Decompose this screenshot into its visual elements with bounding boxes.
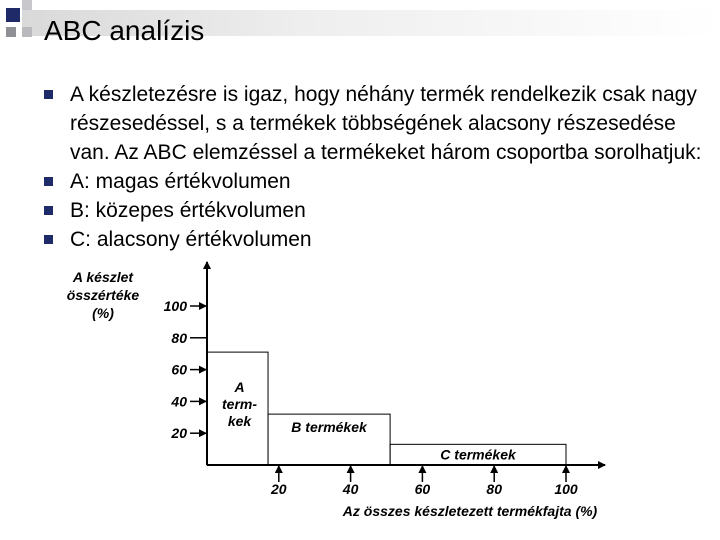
y-tick-label: 100 xyxy=(163,298,187,314)
bar-label: B termékek xyxy=(291,419,367,436)
bullet-text: A készletezésre is igaz, hogy néhány termék rendelkezik csak nagy részesedéssel, s a termékek többségének alacsony részesedése van. Az ABC elemzéssel a termékeket három csoportba sorolhatjuk: xyxy=(70,83,702,164)
bar-label: A xyxy=(234,379,245,395)
x-tick-label: 60 xyxy=(414,481,431,497)
y-tick-label: 80 xyxy=(171,329,187,346)
x-tick-label: 40 xyxy=(342,481,359,497)
bullet-text: A: magas értékvolumen xyxy=(70,170,291,193)
x-tick-label: 20 xyxy=(271,481,287,497)
bar-label: C termékek xyxy=(440,446,516,463)
x-axis-label: Az összes készletezett termékfajta (%) xyxy=(342,503,598,519)
bullet-text: C: alacsony értékvolumen xyxy=(70,228,312,251)
y-axis-label-line: (%) xyxy=(92,305,114,321)
plot-area xyxy=(164,262,605,497)
x-tick-label: 80 xyxy=(486,481,502,497)
bullet-text: B: közepes értékvolumen xyxy=(70,199,306,222)
y-tick-label: 40 xyxy=(171,393,187,410)
bar-label: term- xyxy=(222,396,258,412)
y-axis-label-line: összértéke xyxy=(66,287,140,303)
slide-title: ABC analízis xyxy=(44,15,205,46)
x-tick-label: 100 xyxy=(554,481,578,497)
y-axis-label-line: A készlet xyxy=(72,269,134,285)
bar-label: kek xyxy=(227,413,252,429)
y-tick-label: 20 xyxy=(171,425,187,442)
y-tick-label: 60 xyxy=(171,361,187,378)
